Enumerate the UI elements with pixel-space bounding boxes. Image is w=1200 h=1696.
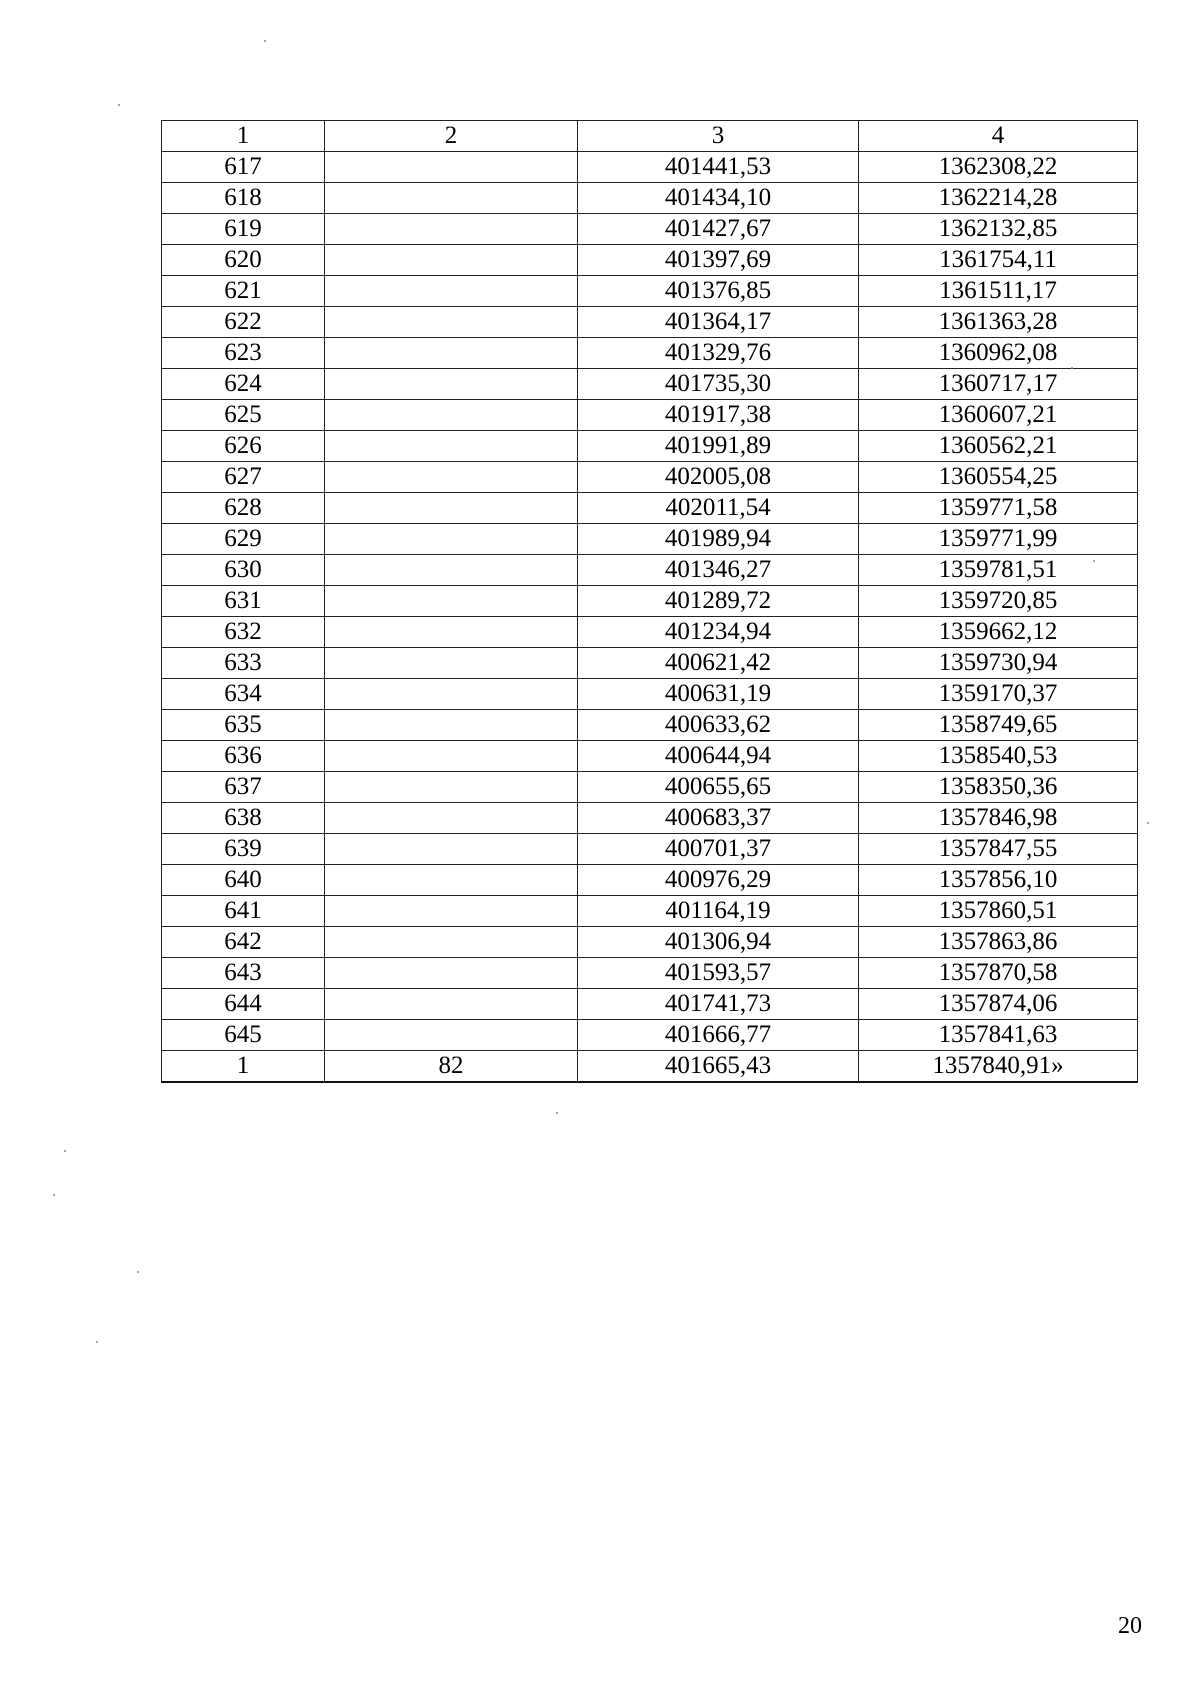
table-row	[162, 338, 1138, 369]
table-cell-col-1: 644	[162, 989, 325, 1020]
table-row	[162, 834, 1138, 865]
table-row	[162, 152, 1138, 183]
table-cell-col-2	[325, 276, 578, 307]
table-cell-col-2	[325, 152, 578, 183]
table-row	[162, 989, 1138, 1020]
table-cell-col-4: 1359730,94	[859, 648, 1138, 679]
table-cell-col-1: 640	[162, 865, 325, 896]
table-cell-col-2	[325, 183, 578, 214]
scan-speck	[264, 40, 266, 42]
table-cell-col-4: 1358350,36	[859, 772, 1138, 803]
table-cell-col-4: 1360554,25	[859, 462, 1138, 493]
table-cell-col-1: 618	[162, 183, 325, 214]
table-row	[162, 648, 1138, 679]
table-cell-col-3: 401397,69	[578, 245, 859, 276]
table-row	[162, 896, 1138, 927]
table-cell-col-3: 401329,76	[578, 338, 859, 369]
table-cell-col-4: 1362214,28	[859, 183, 1138, 214]
table-cell-col-2	[325, 493, 578, 524]
table-row	[162, 462, 1138, 493]
table-cell-col-4: 1357863,86	[859, 927, 1138, 958]
table-cell-col-1: 627	[162, 462, 325, 493]
header-row	[162, 121, 1138, 152]
table-header	[162, 121, 1138, 152]
table-cell-col-4: 1361754,11	[859, 245, 1138, 276]
table-cell-col-3: 401376,85	[578, 276, 859, 307]
table-cell-col-2	[325, 803, 578, 834]
table-cell-col-1: 624	[162, 369, 325, 400]
table-cell-col-2	[325, 400, 578, 431]
table-cell-col-2	[325, 524, 578, 555]
table-cell-col-3: 401346,27	[578, 555, 859, 586]
table-cell-col-4: 1357870,58	[859, 958, 1138, 989]
table-cell-col-3: 401164,19	[578, 896, 859, 927]
table-cell-col-3: 401741,73	[578, 989, 859, 1020]
table-cell-col-3: 401234,94	[578, 617, 859, 648]
table-cell-col-2	[325, 307, 578, 338]
table-cell-col-2	[325, 462, 578, 493]
table-row	[162, 245, 1138, 276]
table-cell-col-2	[325, 679, 578, 710]
table-cell-col-1: 633	[162, 648, 325, 679]
table-cell-col-2	[325, 834, 578, 865]
table-cell-col-2	[325, 865, 578, 896]
table-cell-col-4: 1357847,55	[859, 834, 1138, 865]
table-cell-col-1: 636	[162, 741, 325, 772]
table-cell-col-1: 645	[162, 1020, 325, 1051]
table-cell-col-2	[325, 245, 578, 276]
table-cell-col-1: 631	[162, 586, 325, 617]
header-cell-1: 1	[162, 121, 325, 152]
table-cell-col-1: 632	[162, 617, 325, 648]
table-cell-col-1: 630	[162, 555, 325, 586]
table-cell-col-4: 1362132,85	[859, 214, 1138, 245]
table-cell-col-4: 1358749,65	[859, 710, 1138, 741]
table-cell-col-4: 1361511,17	[859, 276, 1138, 307]
table-cell-col-3: 401593,57	[578, 958, 859, 989]
table-cell-col-3: 400631,19	[578, 679, 859, 710]
table-row	[162, 555, 1138, 586]
table-row	[162, 493, 1138, 524]
table-cell-col-2	[325, 617, 578, 648]
table-cell-col-1: 639	[162, 834, 325, 865]
table-body	[162, 152, 1138, 1083]
table-cell-col-3: 400633,62	[578, 710, 859, 741]
table-row	[162, 1020, 1138, 1051]
table-cell-col-4: 1359771,58	[859, 493, 1138, 524]
table-cell-col-3: 401364,17	[578, 307, 859, 338]
scan-speck	[137, 1271, 139, 1273]
table-cell-col-3: 401917,38	[578, 400, 859, 431]
table-row	[162, 927, 1138, 958]
table-cell-col-3: 400976,29	[578, 865, 859, 896]
table-cell-col-1: 641	[162, 896, 325, 927]
scan-speck	[1147, 822, 1149, 824]
table-cell-col-3: 401441,53	[578, 152, 859, 183]
table-cell-col-4: 1361363,28	[859, 307, 1138, 338]
header-cell-3: 3	[578, 121, 859, 152]
table-cell-col-1: 625	[162, 400, 325, 431]
table-cell-col-2	[325, 958, 578, 989]
table-row	[162, 183, 1138, 214]
table-cell-col-2	[325, 989, 578, 1020]
table-cell-col-4: 1359781,51	[859, 555, 1138, 586]
table-cell-col-3: 401991,89	[578, 431, 859, 462]
table-cell-col-4: 1357841,63	[859, 1020, 1138, 1051]
header-cell-2: 2	[325, 121, 578, 152]
table-cell-col-1: 1	[162, 1051, 325, 1083]
table-cell-col-1: 643	[162, 958, 325, 989]
table-cell-col-2	[325, 772, 578, 803]
table-row	[162, 710, 1138, 741]
scan-speck	[53, 1194, 55, 1196]
table-cell-col-1: 634	[162, 679, 325, 710]
table-row	[162, 369, 1138, 400]
table-cell-col-2	[325, 586, 578, 617]
table-row	[162, 431, 1138, 462]
scan-speck	[556, 1112, 558, 1114]
table-cell-col-4: 1357840,91»	[859, 1051, 1138, 1083]
table-row	[162, 958, 1138, 989]
table-cell-col-1: 619	[162, 214, 325, 245]
table-cell-col-3: 401735,30	[578, 369, 859, 400]
scan-speck	[1093, 560, 1095, 562]
table-cell-col-2	[325, 214, 578, 245]
table-cell-col-3: 401665,43	[578, 1051, 859, 1083]
table-cell-col-2: 82	[325, 1051, 578, 1083]
table-cell-col-1: 635	[162, 710, 325, 741]
table-cell-col-3: 400644,94	[578, 741, 859, 772]
table-cell-col-1: 622	[162, 307, 325, 338]
table-row	[162, 586, 1138, 617]
table-cell-col-1: 617	[162, 152, 325, 183]
table-row	[162, 865, 1138, 896]
table-cell-col-4: 1357856,10	[859, 865, 1138, 896]
table-cell-col-2	[325, 1020, 578, 1051]
table-cell-col-4: 1360562,21	[859, 431, 1138, 462]
table-cell-col-2	[325, 369, 578, 400]
table-row	[162, 214, 1138, 245]
table-row	[162, 276, 1138, 307]
table-cell-col-3: 401434,10	[578, 183, 859, 214]
table-row	[162, 524, 1138, 555]
table-cell-col-2	[325, 338, 578, 369]
table-cell-col-4: 1357874,06	[859, 989, 1138, 1020]
scan-speck	[1071, 367, 1073, 369]
table-cell-col-2	[325, 431, 578, 462]
table-cell-col-2	[325, 648, 578, 679]
table-cell-col-4: 1359720,85	[859, 586, 1138, 617]
table-cell-col-4: 1359170,37	[859, 679, 1138, 710]
table-row	[162, 307, 1138, 338]
table-row	[162, 400, 1138, 431]
table-row	[162, 803, 1138, 834]
table-cell-col-2	[325, 741, 578, 772]
table-cell-col-3: 400683,37	[578, 803, 859, 834]
table-row	[162, 772, 1138, 803]
table-cell-col-2	[325, 927, 578, 958]
table-cell-col-3: 401289,72	[578, 586, 859, 617]
scan-speck	[64, 1150, 66, 1152]
table-cell-col-1: 626	[162, 431, 325, 462]
table-row	[162, 617, 1138, 648]
table-cell-col-1: 628	[162, 493, 325, 524]
table-cell-col-2	[325, 710, 578, 741]
table-cell-col-3: 401306,94	[578, 927, 859, 958]
table-cell-col-1: 642	[162, 927, 325, 958]
table-cell-col-2	[325, 896, 578, 927]
table-cell-col-4: 1357860,51	[859, 896, 1138, 927]
table-cell-col-4: 1360717,17	[859, 369, 1138, 400]
table-cell-col-4: 1357846,98	[859, 803, 1138, 834]
table-cell-col-4: 1358540,53	[859, 741, 1138, 772]
header-cell-4: 4	[859, 121, 1138, 152]
table-cell-col-2	[325, 555, 578, 586]
table-cell-col-3: 402011,54	[578, 493, 859, 524]
table-row	[162, 1051, 1138, 1083]
table-cell-col-3: 400655,65	[578, 772, 859, 803]
table-cell-col-3: 401989,94	[578, 524, 859, 555]
table-cell-col-4: 1359771,99	[859, 524, 1138, 555]
table-cell-col-1: 623	[162, 338, 325, 369]
table-cell-col-3: 400701,37	[578, 834, 859, 865]
table-cell-col-1: 620	[162, 245, 325, 276]
table-cell-col-4: 1362308,22	[859, 152, 1138, 183]
table-cell-col-3: 400621,42	[578, 648, 859, 679]
table-cell-col-4: 1359662,12	[859, 617, 1138, 648]
table-cell-col-1: 621	[162, 276, 325, 307]
table-cell-col-3: 402005,08	[578, 462, 859, 493]
scan-speck	[96, 1341, 98, 1343]
table-cell-col-3: 401427,67	[578, 214, 859, 245]
coordinates-table	[161, 120, 1138, 1083]
table-row	[162, 679, 1138, 710]
table-cell-col-1: 638	[162, 803, 325, 834]
table-cell-col-1: 637	[162, 772, 325, 803]
table-cell-col-4: 1360607,21	[859, 400, 1138, 431]
page-number: 20	[1118, 1613, 1142, 1639]
table-row	[162, 741, 1138, 772]
table-cell-col-4: 1360962,08	[859, 338, 1138, 369]
table-cell-col-1: 629	[162, 524, 325, 555]
scan-speck	[118, 104, 120, 106]
table-cell-col-3: 401666,77	[578, 1020, 859, 1051]
